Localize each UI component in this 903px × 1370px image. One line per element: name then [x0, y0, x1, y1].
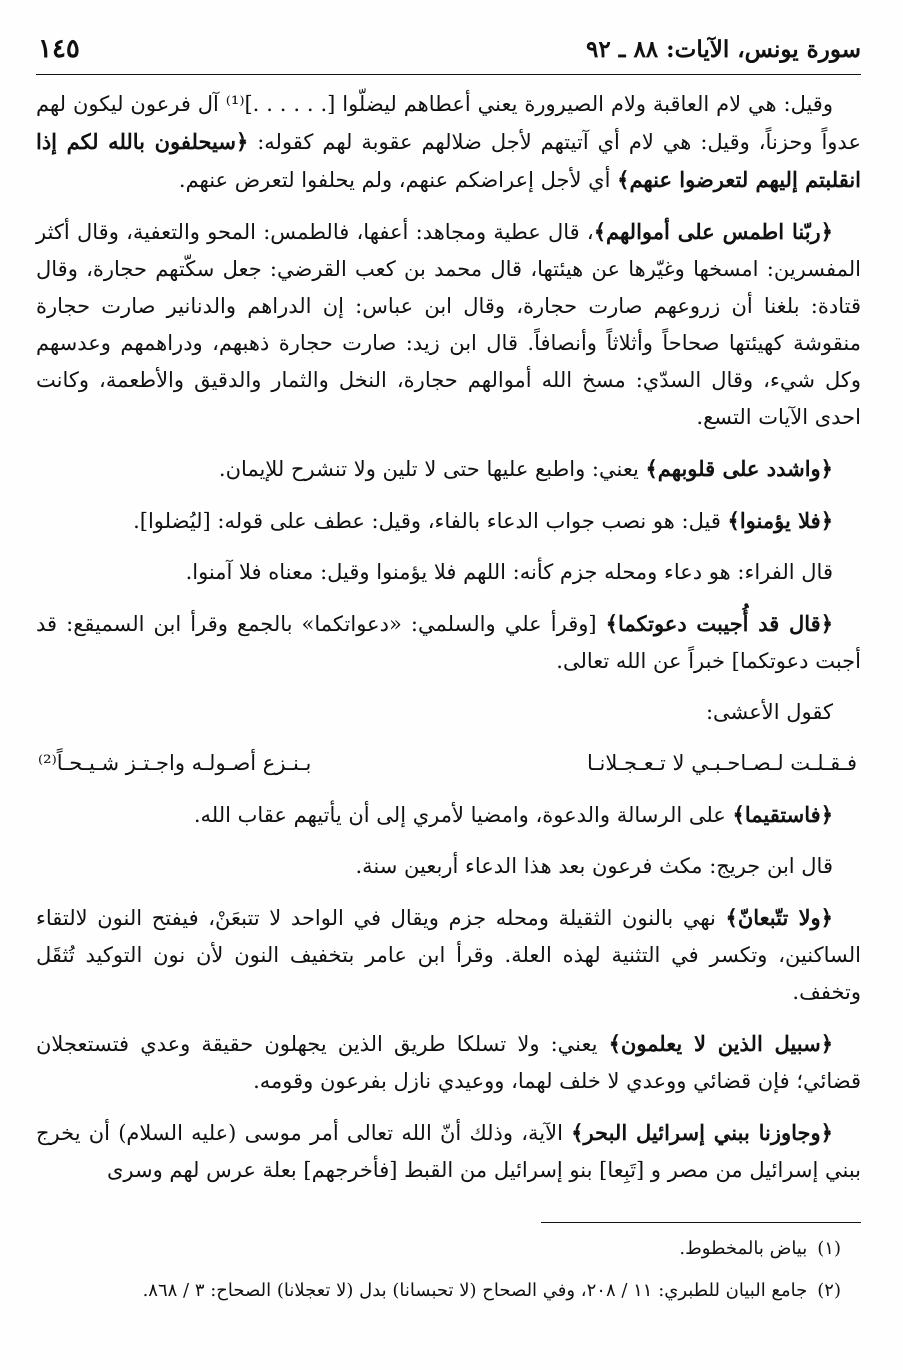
paragraph-3: ﴿واشدد على قلوبهم﴾ يعني: واطبع عليها حتى لا تلين ولا تنشرح للإيمان.	[218, 456, 833, 481]
quran-quote: ﴿فاستقيما﴾	[732, 802, 833, 827]
poetry-verse	[36, 745, 861, 782]
paragraph-10: ﴿ولا تتّبعانّ﴾ نهي بالنون الثقيلة ومحله جزم ويقال في الواحد لا تتبعَنْ، فيفتح النون لالتقاء الساكنين، وتكسر في التثنية لهذه العلة. وقرأ ابن عامر بتخفيف النون لأن نون التوكيد تُثقَل وتخفف.	[36, 905, 861, 1004]
footnote-2	[36, 1274, 861, 1308]
quran-quote: ﴿وجاوزنا ببني إسرائيل البحر﴾	[571, 1120, 833, 1145]
verse-first-hemistich: فـقـلـت لـصـاحـبـي لا تـعـجـلانـا	[586, 751, 857, 775]
paragraph-2: ﴿ربّنا اطمس على أموالهم﴾، قال عطية ومجاهد: أعفها، فالطمس: المحو والتعفية، وقال أكثر المفسرين: امسخها وغيّرها عن هيئتها، قال محمد بن كعب القرضي: جعل سكّتهم حجارة، وقال قتادة: بلغنا أن زروعهم صارت حجارة، وقال ابن عباس: إن الدراهم والدنانير صارت حجارة منقوشة كهيئتها صحاحاً وأثلاثاً وأنصافاً. قال ابن زيد: صارت حجارة ذهبهم، ودراهمهم وعدسهم وكل شيء، وقال السدّي: مسخ الله أموالهم حجارة، النخل والثمار والدقيق والأطعمة، وكانت احدى الآيات التسع.	[36, 219, 861, 429]
running-title: سورة يونس، الآيات: ٨٨ ـ ٩٢	[585, 36, 861, 63]
quran-quote: ﴿ربّنا اطمس على أموالهم﴾	[593, 219, 833, 244]
footnotes	[36, 1232, 861, 1316]
footnote-number: (٢)	[817, 1280, 841, 1301]
paragraph-4: ﴿فلا يؤمنوا﴾ قيل: هو نصب جواب الدعاء بالفاء، وقيل: عطف على قوله: [ليُضلوا].	[133, 508, 833, 533]
page-header	[36, 34, 861, 75]
quran-quote: ﴿سبيل الذين لا يعلمون﴾	[608, 1031, 834, 1056]
paragraph-9: قال ابن جريج: مكث فرعون بعد هذا الدعاء أربعين سنة.	[355, 854, 833, 878]
quran-quote: ﴿سيحلفون بالله لكم إذا انقلبتم إليهم لتعرضوا عنهم﴾	[36, 129, 861, 192]
paragraph-8: ﴿فاستقيما﴾ على الرسالة والدعوة، وامضيا لأمري إلى أن يأتيهم عقاب الله.	[193, 802, 833, 827]
main-text	[36, 86, 861, 1203]
footnote-1	[36, 1232, 861, 1266]
quran-quote: ﴿واشدد على قلوبهم﴾	[645, 456, 833, 481]
footnote-divider	[541, 1222, 861, 1223]
page-number: ١٤٥	[38, 34, 80, 64]
quran-quote: ﴿ولا تتّبعانّ﴾	[725, 905, 833, 930]
paragraph-5: قال الفراء: هو دعاء ومحله جزم كأنه: اللهم فلا يؤمنوا وقيل: معناه فلا آمنوا.	[185, 560, 833, 584]
quran-quote: ﴿قال قد أُجيبت دعوتكما﴾	[605, 611, 833, 636]
footnote-text: جامع البيان للطبري: ١١ / ٢٠٨، وفي الصحاح (لا تحبسانا) بدل (لا تعجلانا) الصحاح: ٣ / ٨٦٨.	[142, 1280, 808, 1301]
paragraph-12: ﴿وجاوزنا ببني إسرائيل البحر﴾ الآية، وذلك أنّ الله تعالى أمر موسى (عليه السلام) أن يخرج ببني إسرائيل من مصر و [تَبِعا] بنو إسرائيل من القبط [فأخرجهم] بعلة عرس لهم وسرى	[36, 1120, 861, 1182]
quran-quote: ﴿فلا يؤمنوا﴾	[727, 508, 833, 533]
footnote-number: (١)	[817, 1238, 841, 1259]
paragraph-11: ﴿سبيل الذين لا يعلمون﴾ يعني: ولا تسلكا طريق الذين يجهلون حقيقة وعدي فتستعجلان قضائي؛ فإن قضائي ووعدي لا خلف لهما، ووعيدي نازل بفرعون وقومه.	[36, 1031, 861, 1093]
footnote-text: بياض بالمخطوط.	[679, 1238, 808, 1259]
paragraph-1: وقيل: هي لام العاقبة ولام الصيرورة يعني أعطاهم ليضلّوا [. . . . . .]⁽¹⁾ آل فرعون ليكون لهم عدواً وحزناً، وقيل: هي لام أي آتيتهم لأجل ضلالهم عقوبة لهم كقوله: ﴿سيحلفون بالله لكم إذا انقلبتم إليهم لتعرضوا عنهم﴾ أي لأجل إعراضكم عنهم، ولم يحلفوا لتعرض عنهم.	[36, 92, 861, 192]
paragraph-7: كقول الأعشى:	[705, 700, 833, 724]
paragraph-6: ﴿قال قد أُجيبت دعوتكما﴾ [وقرأ علي والسلمي: «دعواتكما» بالجمع وقرأ ابن السميقع: قد أجبت دعوتكما] خبراً عن الله تعالى.	[36, 611, 861, 673]
verse-second-hemistich: بـنـزع أصـولـه واجـتـز شـيـحـاً⁽²⁾	[38, 751, 312, 775]
